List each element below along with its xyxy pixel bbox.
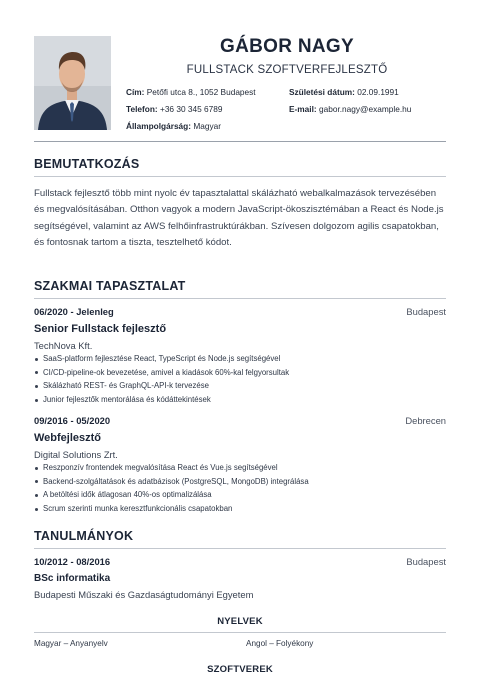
- contact-address: [126, 87, 256, 97]
- profile-photo: [34, 36, 111, 130]
- contact-citizenship: [126, 121, 221, 131]
- experience-divider: [34, 298, 446, 299]
- summary-heading: BEMUTATKOZÁS: [34, 157, 140, 171]
- list-item: Backend-szolgáltatások és adatbázisok (PostgreSQL, MongoDB) integrálása: [34, 475, 446, 489]
- contact-birthdate: [289, 87, 399, 97]
- birthdate-value: 02.09.1991: [357, 87, 399, 97]
- summary-text: Fullstack fejlesztő több mint nyolc év tapasztalattal skálázható webalkalmazások tervezésében és megvalósításában. Otthon vagyok a modern JavaScript-ökoszisztémában a React és Node.js segítségével, valamint az AWS felhőinfrastruktúrákban. Szívesen dolgozom agilis csapatokban, és fontosnak tartom a tiszta, tesztelhető kódot.: [34, 188, 444, 248]
- languages-divider: [34, 632, 446, 633]
- languages-heading: NYELVEK: [217, 616, 263, 627]
- education-dates: 10/2012 - 08/2016: [34, 556, 111, 567]
- header-divider: [34, 141, 446, 142]
- education-heading: TANULMÁNYOK: [34, 529, 134, 543]
- contact-email: [289, 104, 411, 114]
- job-company: TechNova Kft.: [34, 340, 93, 351]
- job-bullet-list: [34, 461, 446, 516]
- summary-divider: [34, 176, 446, 177]
- candidate-name: GÁBOR NAGY: [220, 36, 354, 57]
- phone-value: +36 30 345 6789: [159, 104, 223, 114]
- address-label: Cím:: [126, 87, 145, 97]
- job-dates: 09/2016 - 05/2020: [34, 415, 111, 426]
- contact-phone: [126, 104, 223, 114]
- email-label: E-mail:: [289, 104, 317, 114]
- job-dates: 06/2020 - Jelenleg: [34, 306, 114, 317]
- job-title: FULLSTACK SZOFTVERFEJLESZTŐ: [186, 64, 388, 76]
- software-heading: SZOFTVEREK: [207, 664, 273, 675]
- job-location: Debrecen: [405, 415, 446, 426]
- education-school: Budapesti Műszaki és Gazdaságtudományi Egyetem: [34, 589, 254, 600]
- birthdate-label: Születési dátum:: [289, 87, 355, 97]
- experience-heading: SZAKMAI TAPASZTALAT: [34, 279, 186, 293]
- job-location: Budapest: [406, 306, 446, 317]
- phone-label: Telefon:: [126, 104, 158, 114]
- citizenship-value: Magyar: [193, 121, 221, 131]
- language-item: Magyar – Anyanyelv: [34, 639, 108, 648]
- list-item: SaaS-platform fejlesztése React, TypeScript és Node.js segítségével: [34, 352, 446, 366]
- list-item: A betöltési idők átlagosan 40%-os optimalizálása: [34, 488, 446, 502]
- email-value: gabor.nagy@example.hu: [318, 104, 412, 114]
- job-bullet-list: [34, 352, 446, 407]
- citizenship-label: Állampolgárság:: [126, 121, 192, 131]
- job-company: Digital Solutions Zrt.: [34, 449, 118, 460]
- job-role: Webfejlesztő: [34, 432, 102, 444]
- list-item: Skálázható REST- és GraphQL-API-k tervezése: [34, 379, 446, 393]
- address-value: Petőfi utca 8., 1052 Budapest: [146, 87, 256, 97]
- education-divider: [34, 548, 446, 549]
- education-degree: BSc informatika: [34, 573, 111, 584]
- education-location: Budapest: [406, 556, 446, 567]
- list-item: CI/CD-pipeline-ok bevezetése, amivel a kiadások 60%-kal felgyorsultak: [34, 366, 446, 380]
- list-item: Scrum szerinti munka keresztfunkcionális csapatokban: [34, 502, 446, 516]
- list-item: Junior fejlesztők mentorálása és kódáttekintések: [34, 393, 446, 407]
- job-role: Senior Fullstack fejlesztő: [34, 323, 167, 335]
- list-item: Reszponzív frontendek megvalósítása React és Vue.js segítségével: [34, 461, 446, 475]
- language-item: Angol – Folyékony: [246, 639, 314, 648]
